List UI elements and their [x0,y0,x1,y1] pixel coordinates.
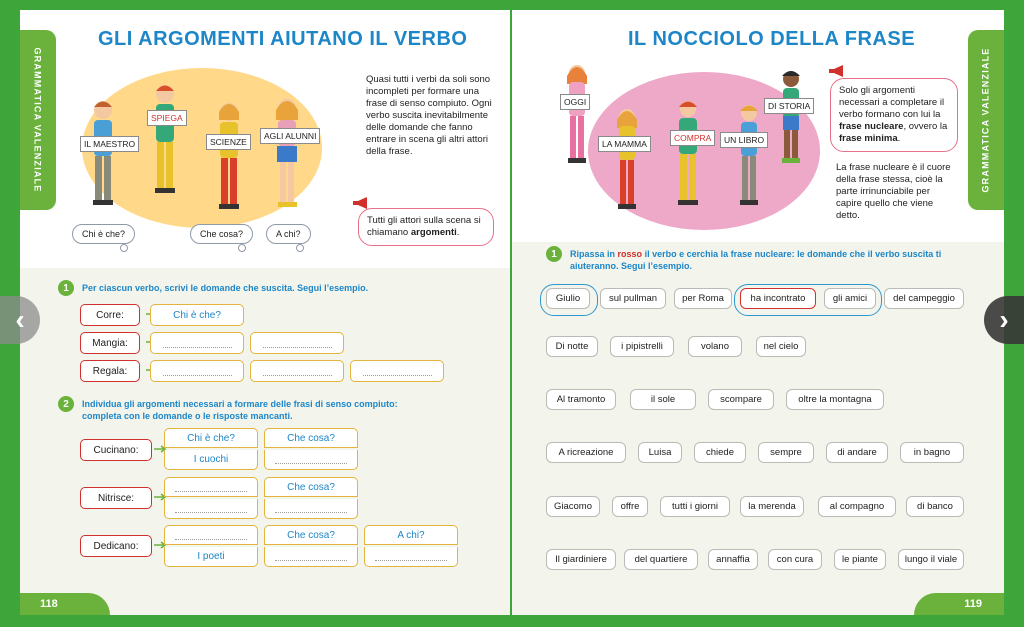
sign-compra: COMPRA [670,130,715,146]
verb-box: Cucinano: [80,439,152,461]
word-chip[interactable]: sempre [758,442,814,463]
word-chip[interactable]: del quartiere [624,549,698,570]
right-page-title: IL NOCCIOLO DELLA FRASE [628,28,916,50]
answer-field[interactable] [250,332,344,354]
child-illustration [270,96,304,214]
answer-field[interactable] [350,360,444,382]
megaphone-icon [828,64,846,78]
exercise-1-instruction: Per ciascun verbo, scrivi le domande che suscita. Segui l’esempio. [82,283,369,293]
word-chip[interactable]: sul pullman [600,288,666,309]
answer-field[interactable] [164,499,258,519]
next-page-button[interactable]: › [984,296,1024,344]
word-chip[interactable]: la merenda [740,496,804,517]
sign-oggi: OGGI [560,94,590,110]
answer-field[interactable]: I poeti [164,547,258,567]
word-chip[interactable]: tutti i giorni [660,496,730,517]
page-number-left: 118 [20,593,110,615]
word-chip[interactable]: di andare [826,442,888,463]
answer-field[interactable]: Chi è che? [164,428,258,448]
exercise-number: 1 [546,246,562,262]
answer-field[interactable]: I cuochi [164,450,258,470]
answer-field[interactable] [264,499,358,519]
sign-un-libro: UN LIBRO [720,132,768,148]
sign-la-mamma: LA MAMMA [598,136,651,152]
answer-field[interactable]: A chi? [364,525,458,545]
answer-field[interactable]: Che cosa? [264,428,358,448]
side-tab-right: GRAMMATICA VALENZIALE [968,30,1004,210]
word-chip[interactable]: per Roma [674,288,732,309]
right-page [512,10,1004,615]
word-chip[interactable]: Giacomo [546,496,600,517]
child-illustration [776,68,806,164]
exercise-number: 1 [58,280,74,296]
exercise-2-instruction: Individua gli argomenti necessari a formare delle frasi di senso compiuto: completa con le domande o le risposte mancanti. [82,399,398,421]
word-chip[interactable]: Luisa [638,442,682,463]
answer-field[interactable]: Chi è che? [150,304,244,326]
word-chip[interactable]: volano [688,336,742,357]
verb-box: Nitrisce: [80,487,152,509]
child-illustration [562,62,592,166]
word-chip[interactable]: ha incontrato [740,288,816,309]
word-chip[interactable]: in bagno [900,442,964,463]
sign-scienze: SCIENZE [206,134,251,150]
word-chip[interactable]: lungo il viale [898,549,964,570]
word-chip[interactable]: Al tramonto [546,389,616,410]
bubble-a-chi: A chi? [266,224,311,244]
child-illustration [148,82,182,200]
note-box: Tutti gli attori sulla scena si chiamano argomenti. [358,208,494,246]
word-chip[interactable]: offre [612,496,648,517]
word-chip[interactable]: scompare [708,389,774,410]
intro-text: Quasi tutti i verbi da soli sono incompleti per formare una frase di senso compiuto. Ogni verbo suscita inevitabilmente delle domande che fanno entrare in scena gli altri attori della frase. [366,74,492,157]
answer-field[interactable] [264,547,358,567]
word-chip[interactable]: chiede [694,442,746,463]
word-chip[interactable]: di banco [906,496,964,517]
sign-agli-alunni: AGLI ALUNNI [260,128,320,144]
exercise-instruction: Ripassa in rosso il verbo e cerchia la frase nucleare: le domande che il verbo suscita ti aiuteranno. Segui l’esempio. [570,249,942,271]
child-illustration [86,98,120,210]
word-chip[interactable]: le piante [834,549,886,570]
answer-field[interactable]: Che cosa? [264,477,358,497]
word-chip[interactable]: il sole [630,389,696,410]
word-chip[interactable]: annaffia [708,549,758,570]
child-illustration [734,102,764,208]
word-chip[interactable]: Il giardiniere [546,549,616,570]
page-number-right: 119 [914,593,1004,615]
intro-text: La frase nucleare è il cuore della frase stessa, cioè la parte irrinunciabile per capire quello che viene detto. [836,162,951,221]
word-chip[interactable]: Giulio [546,288,590,309]
verb-box: Corre: [80,304,140,326]
left-page [20,10,510,615]
word-chip[interactable]: del campeggio [884,288,964,309]
left-page-title: GLI ARGOMENTI AIUTANO IL VERBO [98,28,468,50]
answer-field[interactable]: Che cosa? [264,525,358,545]
answer-field[interactable] [150,332,244,354]
answer-field[interactable] [250,360,344,382]
child-illustration [212,100,246,215]
sign-di-storia: DI STORIA [764,98,814,114]
word-chip[interactable]: A ricreazione [546,442,626,463]
answer-field[interactable] [264,450,358,470]
exercise-number: 2 [58,396,74,412]
word-chip[interactable]: Di notte [546,336,598,357]
bubble-chi-e-che: Chi è che? [72,224,135,244]
prev-page-button[interactable]: ‹ [0,296,40,344]
word-chip[interactable]: nel cielo [756,336,806,357]
verb-box: Mangia: [80,332,140,354]
bubble-che-cosa: Che cosa? [190,224,253,244]
answer-field[interactable] [164,477,258,497]
note-box: Solo gli argomenti necessari a completare il verbo formano con lui la frase nucleare, ovvero la frase minima. [830,78,958,152]
answer-field[interactable] [150,360,244,382]
sign-spiega: SPIEGA [147,110,187,126]
word-chip[interactable]: con cura [768,549,822,570]
word-chip[interactable]: al compagno [818,496,896,517]
sign-il-maestro: IL MAESTRO [80,136,139,152]
answer-field[interactable] [164,525,258,545]
word-chip[interactable]: i pipistrelli [610,336,674,357]
answer-field[interactable] [364,547,458,567]
verb-box: Regala: [80,360,140,382]
child-illustration [672,98,704,210]
child-illustration [612,106,642,212]
word-chip[interactable]: gli amici [824,288,876,309]
side-tab-left: GRAMMATICA VALENZIALE [20,30,56,210]
word-chip[interactable]: oltre la montagna [786,389,884,410]
verb-box: Dedicano: [80,535,152,557]
